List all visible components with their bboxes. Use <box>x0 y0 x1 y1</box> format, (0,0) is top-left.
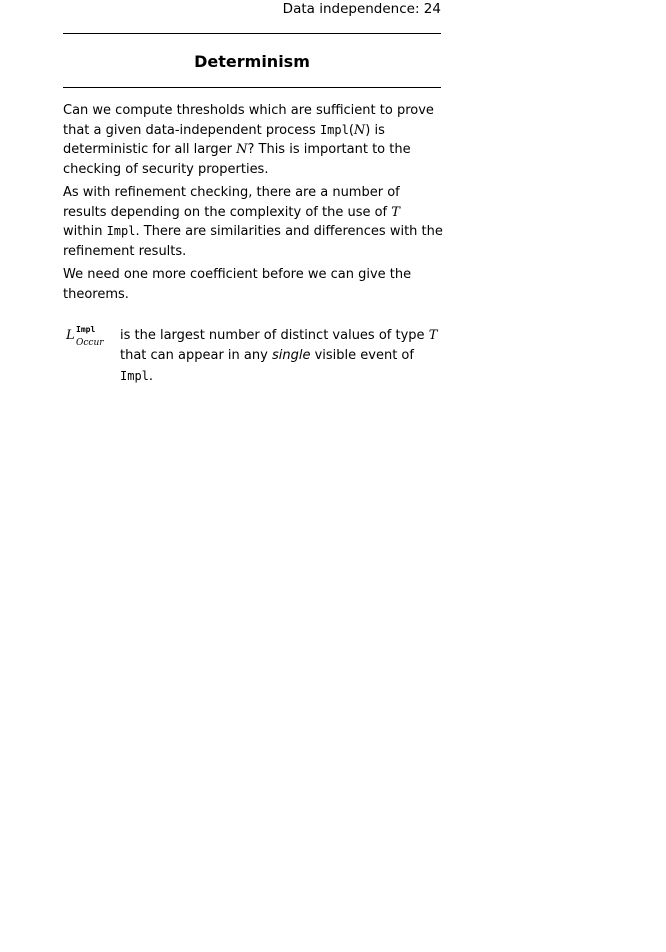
paren-close: ) <box>365 122 371 138</box>
paragraph-thresholds <box>63 101 443 179</box>
code-impl: Impl <box>120 369 149 383</box>
emphasis-single: single <box>271 348 311 363</box>
text-run: . <box>148 369 154 384</box>
slide-title: Determinism <box>194 52 310 71</box>
term-subscript: Occur <box>76 338 104 348</box>
text-run: We need one more coefficient before we can give the theorems. <box>63 267 412 302</box>
text-run: As with refinement checking, there are a number of results depending on the complexity of the use of <box>63 185 400 220</box>
paragraph-coefficient <box>63 265 443 304</box>
slide-body <box>63 101 443 308</box>
text-run: Can we compute thresholds which are sufficient to prove that a given data-independent process <box>63 103 434 138</box>
math-var-n: N <box>236 142 248 157</box>
term-symbol: L <box>66 328 75 343</box>
math-var-t: T <box>428 328 438 343</box>
text-run: . There are similarities and differences with the refinement results. <box>63 224 443 259</box>
text-run: ? This is important to the checking of security properties. <box>63 142 411 177</box>
math-var-t: T <box>391 204 400 220</box>
title-rule-bottom <box>63 87 441 88</box>
definition-text <box>120 326 445 387</box>
text-run: within <box>63 224 107 239</box>
paragraph-refinement <box>63 183 443 261</box>
running-head: Data independence: 24 <box>282 1 441 17</box>
text-run: is deterministic for all larger <box>63 122 385 157</box>
text-run: is the largest number of distinct values of type <box>120 328 429 343</box>
code-impl: Impl <box>106 224 136 238</box>
title-rule-top <box>63 33 441 34</box>
text-run: that can appear in any <box>120 348 272 363</box>
code-impl: Impl <box>319 122 349 137</box>
paren-open: ( <box>348 122 354 138</box>
math-var-n: N <box>353 122 366 138</box>
text-run: visible event of <box>310 348 414 363</box>
term-superscript: Impl <box>76 325 96 334</box>
